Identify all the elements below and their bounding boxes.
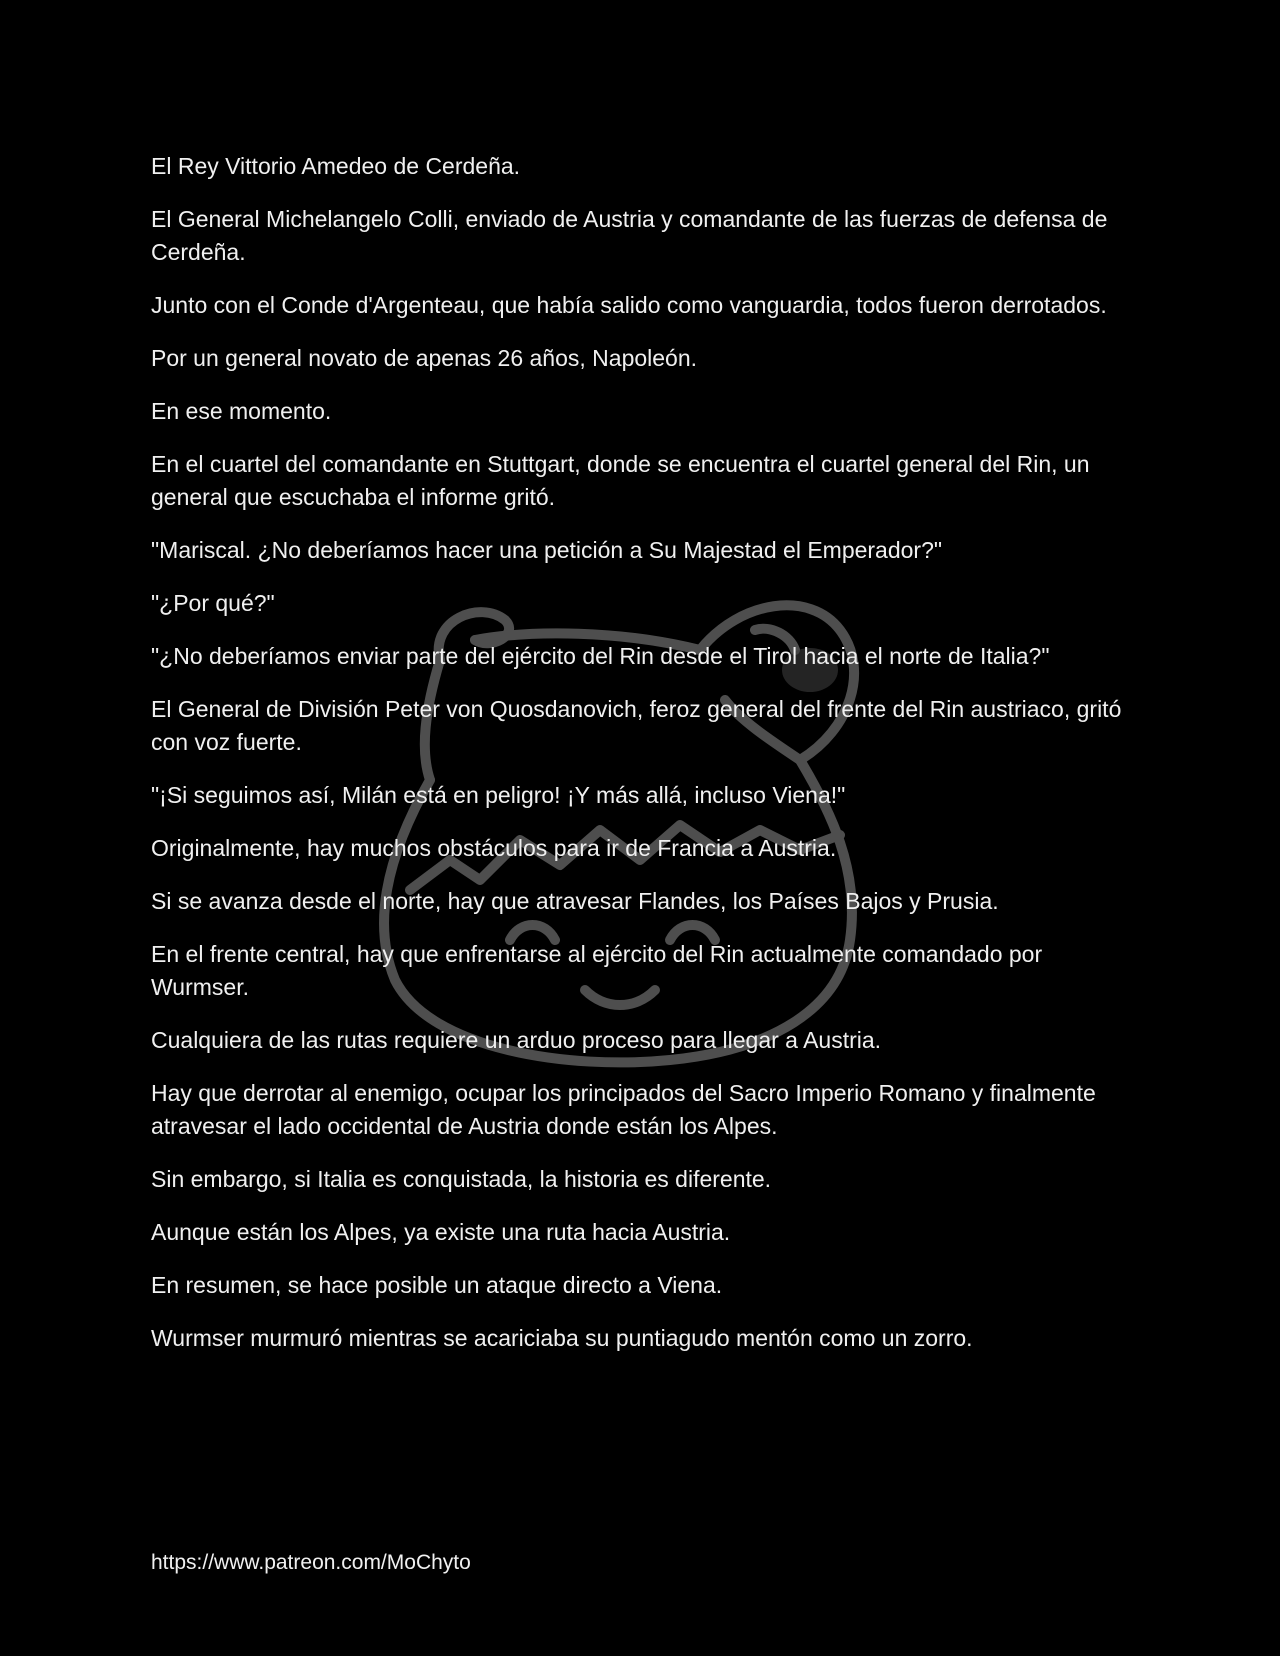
- paragraph: Por un general novato de apenas 26 años, Napoleón.: [151, 345, 698, 371]
- paragraph: Junto con el Conde d'Argenteau, que había salido como vanguardia, todos fueron derrotados.: [151, 292, 1107, 318]
- paragraph: En el frente central, hay que enfrentarse al ejército del Rin actualmente comandado por Wurmser.: [151, 941, 1043, 1000]
- paragraph: Sin embargo, si Italia es conquistada, la historia es diferente.: [151, 1166, 772, 1192]
- paragraph: "¡Si seguimos así, Milán está en peligro! ¡Y más allá, incluso Viena!": [151, 782, 846, 808]
- paragraph: Wurmser murmuró mientras se acariciaba su puntiagudo mentón como un zorro.: [151, 1325, 973, 1351]
- paragraph: El Rey Vittorio Amedeo de Cerdeña.: [151, 153, 521, 179]
- document-body: [151, 150, 1141, 1375]
- paragraph: El General de División Peter von Quosdanovich, feroz general del frente del Rin austriaco, gritó con voz fuerte.: [151, 696, 1122, 755]
- paragraph: En el cuartel del comandante en Stuttgart, donde se encuentra el cuartel general del Rin, un general que escuchaba el informe gritó.: [151, 451, 1090, 510]
- paragraph: En resumen, se hace posible un ataque directo a Viena.: [151, 1272, 723, 1298]
- paragraph: Aunque están los Alpes, ya existe una ruta hacia Austria.: [151, 1219, 731, 1245]
- paragraph: Si se avanza desde el norte, hay que atravesar Flandes, los Países Bajos y Prusia.: [151, 888, 999, 914]
- patreon-link[interactable]: https://www.patreon.com/MoChyto: [151, 1551, 471, 1574]
- paragraph: Hay que derrotar al enemigo, ocupar los principados del Sacro Imperio Romano y finalmente atravesar el lado occidental de Austria donde están los Alpes.: [151, 1080, 1096, 1139]
- paragraph: En ese momento.: [151, 398, 332, 424]
- paragraph: "Mariscal. ¿No deberíamos hacer una petición a Su Majestad el Emperador?": [151, 537, 943, 563]
- paragraph: Cualquiera de las rutas requiere un arduo proceso para llegar a Austria.: [151, 1027, 882, 1053]
- paragraph: El General Michelangelo Colli, enviado de Austria y comandante de las fuerzas de defensa de Cerdeña.: [151, 206, 1108, 265]
- paragraph: "¿No deberíamos enviar parte del ejército del Rin desde el Tirol hacia el norte de Italia?": [151, 643, 1050, 669]
- paragraph: "¿Por qué?": [151, 590, 275, 616]
- paragraph: Originalmente, hay muchos obstáculos para ir de Francia a Austria.: [151, 835, 837, 861]
